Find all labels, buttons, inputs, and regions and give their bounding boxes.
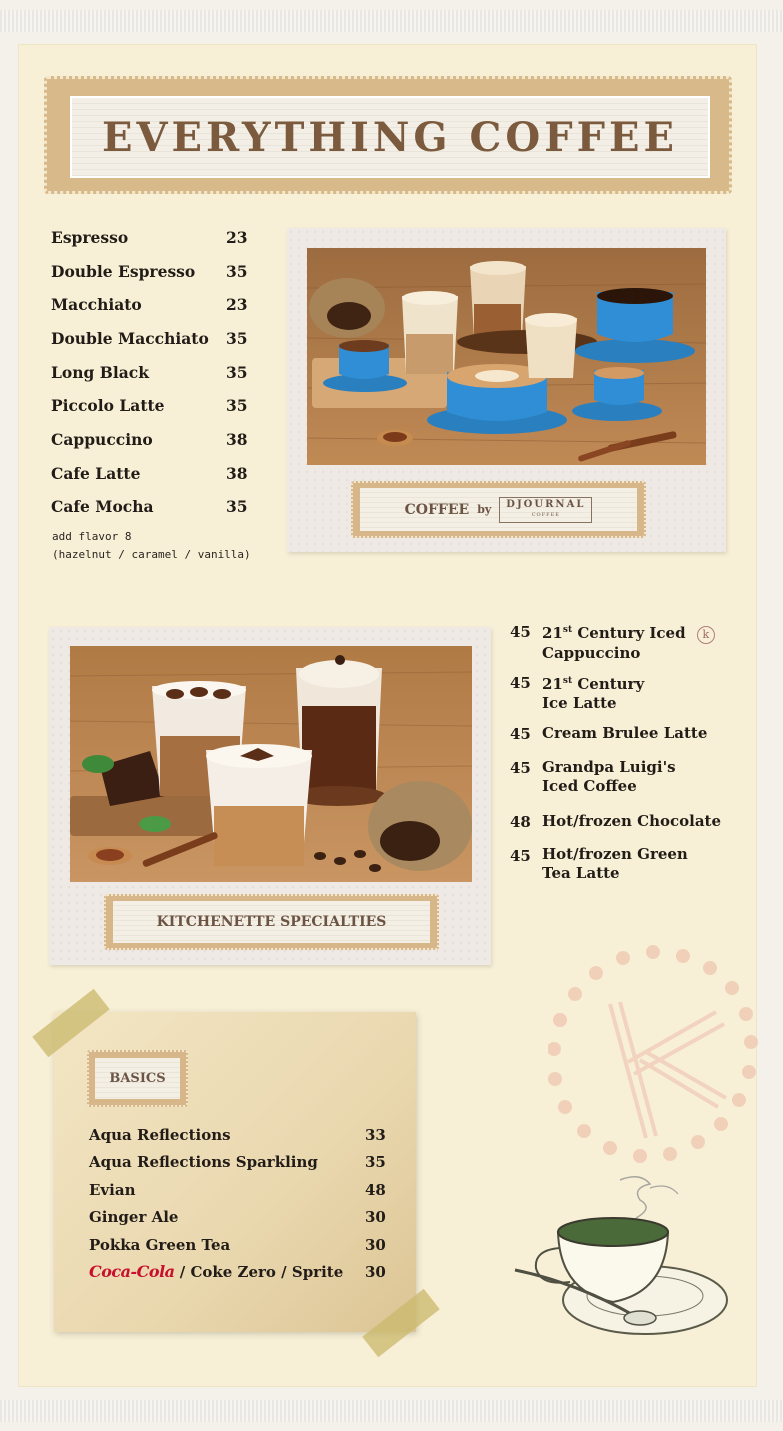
basic-item-price: 48 xyxy=(365,1181,386,1199)
specialty-price: 48 xyxy=(510,813,531,831)
djournal-logo-sub: COFFEE xyxy=(531,511,560,518)
bottom-border xyxy=(0,1400,783,1422)
menu-item-price: 23 xyxy=(226,228,248,247)
specialty-name-line2: Cappuccino xyxy=(542,644,641,662)
basic-item-price: 30 xyxy=(365,1263,386,1281)
specialty-number: 21 xyxy=(542,675,563,693)
coffee-cup-sketch xyxy=(510,1170,730,1345)
specialties-label: KITCHENETTE SPECIALTIES xyxy=(113,901,430,943)
basic-item-name: Evian xyxy=(89,1181,136,1199)
specialty-name: Cream Brulee Latte xyxy=(542,724,708,742)
specialty-name-line2: Ice Latte xyxy=(542,694,617,712)
specialty-name-line2: Tea Latte xyxy=(542,864,620,882)
coffee-photo xyxy=(307,248,706,465)
page-title: EVERYTHING COFFEE xyxy=(102,113,678,161)
coffee-cup-icon xyxy=(510,1170,730,1345)
menu-item-name: Long Black xyxy=(51,363,149,382)
menu-item-price: 35 xyxy=(226,363,248,382)
specialty-name xyxy=(542,621,752,663)
menu-item-price: 23 xyxy=(226,295,248,314)
specialty-price: 45 xyxy=(510,674,531,692)
coffee-cups-illustration xyxy=(307,248,706,465)
basic-item-name-rest: / Coke Zero / Sprite xyxy=(174,1263,344,1281)
top-border xyxy=(0,10,783,32)
menu-item-name: Cafe Latte xyxy=(51,464,141,483)
basic-item-price: 30 xyxy=(365,1208,386,1226)
iced-drinks-illustration xyxy=(70,646,472,882)
coffee-label xyxy=(360,488,637,531)
djournal-logo-text: DJOURNAL xyxy=(506,498,586,510)
basic-item-price: 35 xyxy=(365,1153,386,1171)
specialty-name-rest: Century xyxy=(572,675,645,693)
menu-item-name: Macchiato xyxy=(51,295,142,314)
basic-item-name: Aqua Reflections xyxy=(89,1126,231,1144)
specialty-name: Hot/frozen Chocolate xyxy=(542,812,722,830)
basic-item-price: 30 xyxy=(365,1236,386,1254)
specialty-name-line1 xyxy=(542,624,686,642)
k-badge-icon: k xyxy=(697,626,715,644)
menu-item-price: 38 xyxy=(226,430,248,449)
specialty-name-line1 xyxy=(542,675,644,693)
k-watermark-logo xyxy=(548,942,758,1174)
basic-item-price: 33 xyxy=(365,1126,386,1144)
specialty-price: 45 xyxy=(510,759,531,777)
basic-item-name: Aqua Reflections Sparkling xyxy=(89,1153,318,1171)
menu-item-name: Cappuccino xyxy=(51,430,153,449)
basics-label: BASICS xyxy=(95,1058,180,1099)
coffee-label-text: COFFEE xyxy=(404,501,470,518)
menu-item-price: 35 xyxy=(226,497,248,516)
menu-item-name: Espresso xyxy=(51,228,129,247)
specialty-name-line1: Hot/frozen Green xyxy=(542,845,688,863)
menu-item-price: 38 xyxy=(226,464,248,483)
k-watermark-icon xyxy=(548,942,758,1174)
menu-item-name: Double Espresso xyxy=(51,262,196,281)
specialty-price: 45 xyxy=(510,623,531,641)
specialty-name-line1: Grandpa Luigi's xyxy=(542,758,676,776)
specialty-price: 45 xyxy=(510,847,531,865)
specialty-name xyxy=(542,845,752,883)
basic-item-name xyxy=(89,1262,343,1281)
specialty-name xyxy=(542,672,752,713)
menu-item-price: 35 xyxy=(226,329,248,348)
basic-item-name: Ginger Ale xyxy=(89,1208,179,1226)
flavor-note: add flavor 8 xyxy=(52,530,132,543)
specialties-photo xyxy=(70,646,472,882)
title-panel xyxy=(70,96,710,178)
specialty-price: 45 xyxy=(510,725,531,743)
basic-item-name: Pokka Green Tea xyxy=(89,1236,231,1254)
djournal-logo xyxy=(499,497,592,523)
menu-item-price: 35 xyxy=(226,262,248,281)
flavor-options: (hazelnut / caramel / vanilla) xyxy=(52,548,251,561)
specialty-ordinal: st xyxy=(562,625,573,635)
menu-item-name: Cafe Mocha xyxy=(51,497,154,516)
specialty-name-line2: Iced Coffee xyxy=(542,777,637,795)
menu-item-name: Piccolo Latte xyxy=(51,396,165,415)
menu-item-price: 35 xyxy=(226,396,248,415)
specialty-name xyxy=(542,758,752,796)
specialty-number: 21 xyxy=(542,624,563,642)
coca-cola-logo: Coca-Cola xyxy=(89,1262,175,1281)
menu-item-name: Double Macchiato xyxy=(51,329,209,348)
coffee-label-by: by xyxy=(477,503,492,516)
specialty-ordinal: st xyxy=(562,676,573,686)
specialty-name-rest: Century Iced xyxy=(572,624,686,642)
